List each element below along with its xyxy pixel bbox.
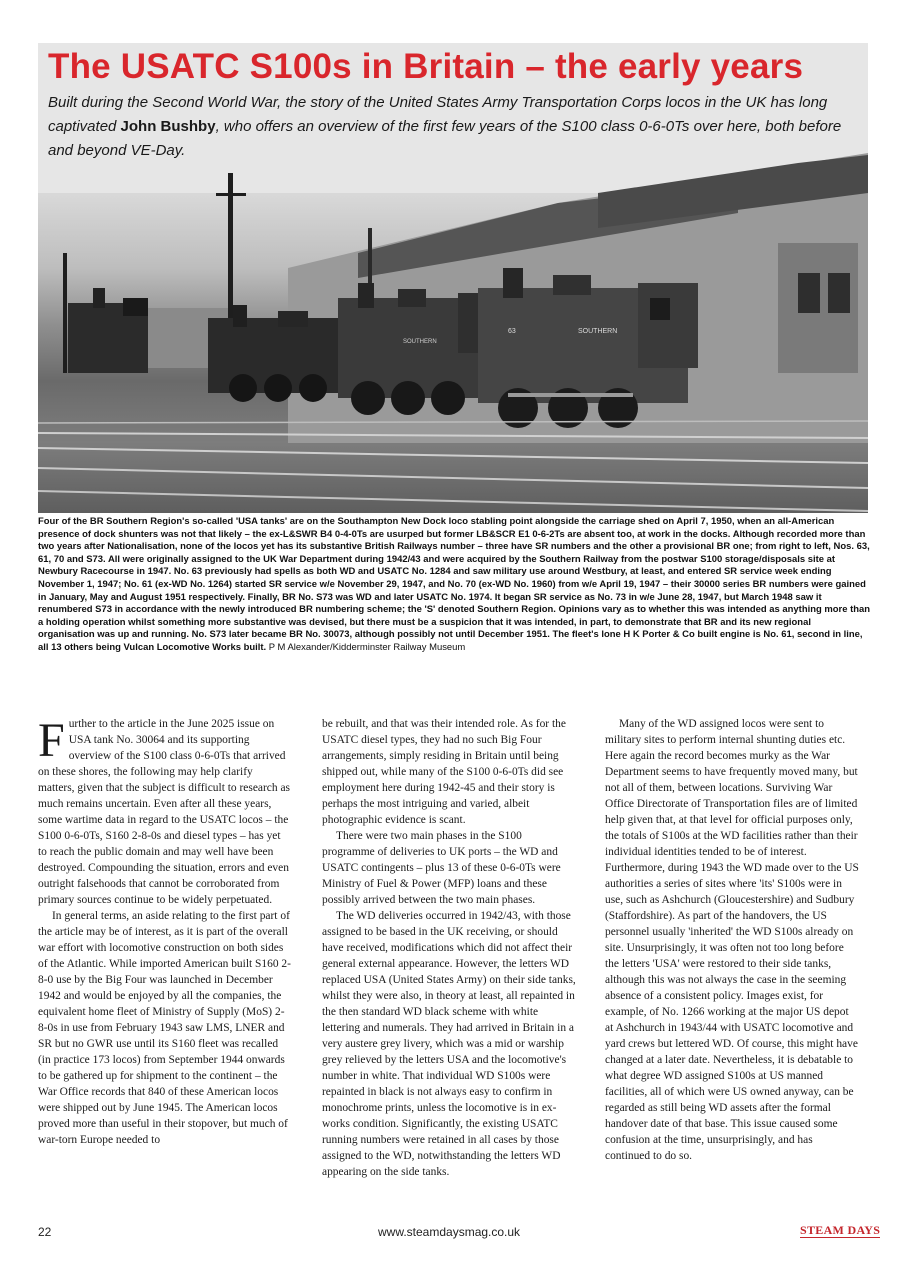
body-paragraph: The WD deliveries occurred in 1942/43, with those assigned to be based in the UK receiving, or should have received, modifications which did not affect their general external appearance. However, the letters WD replaced USA (United States Army) on their side tanks, whilst they were also, in theory at least, all repainted in the then standard WD black scheme with white lettering and numerals. They had arrived in Britain in a very austere grey livery, which was a mid or warship grey relieved by the letters USA and the locomotive's number in white. That individual WD S100s were repainted in black is not always easy to confirm in monochrome prints, unless the locomotive is in ex-works condition. Significantly, the existing USATC running numbers were retained in all cases by those assigned to the WD, notwithstanding the letters WD appearing on the side tanks. [322, 910, 576, 1178]
locomotive-s73 [68, 288, 148, 373]
lamp-post [368, 228, 372, 288]
drop-cap: F [38, 714, 65, 767]
smokebox-number: 63 [508, 328, 516, 335]
body-paragraph [38, 716, 292, 908]
body-paragraph: be rebuilt, and that was their intended role. As for the USATC diesel types, they had no such Big Four arrangements, simply residing in Britain until being shipped out, while many of the S100 0-6-0Ts did see employment here during 1942-45 and their story is perhaps the most intriguing and varied, albeit photographic evidence is scant. [322, 718, 566, 826]
tank-lettering: SOUTHERN [578, 328, 618, 335]
lamp-arm [216, 193, 246, 196]
shed-window [798, 273, 820, 313]
website-url[interactable]: www.steamdaysmag.co.uk [378, 1225, 521, 1239]
paragraph-text: urther to the article in the June 2025 issue on USA tank No. 30064 and its supporting overview of the S100 class 0-6-0Ts that arrived on these shores, the following may help clarify matters, given that the subject is difficult to research as much remains uncertain. Even after all these years, some wartime data in regard to the USATC locos – the S100 0-6-0Ts, S160 2-8-0s and diesel types – has yet to reach the public domain and may well have been destroyed. Compounding the situation, errors and even outright falsehoods that cannot be corroborated from primary sources continue to be widely perpetuated. [38, 718, 290, 906]
caption-text: Four of the BR Southern Region's so-called 'USA tanks' are on the Southampton New Dock loco stabling point alongside the carriage shed on April 7, 1950, when an all-American presence of dock shunters was not that likely – the ex-L&SWR B4 0-4-0Ts are usurped but former LB&SCR E1 0-6-2Ts are absent too, at work in the docks. Although recorded more than two years after Nationalisation, none of the locos yet has its substantive British Railways number – three have SR numbers and the other a provisional BR one; from right to left, Nos. 63, 61, 70 and S73. All were originally assigned to the UK War Department during 1942/43 and were acquired by the Southern Railway from the postwar S100 storage/disposals site at Newbury Racecourse in 1947. No. 63 previously had spells as both WD and USATC No. 1284 and saw military use around Westbury, at least, and entered SR service week ending November 1, 1947; No. 61 (ex-WD No. 1264) started SR service w/e November 29, 1947, and No. 70 (ex-WD No. 1960) from w/e April 19, 1947 – their 30000 series BR numbers were gained in January, May and August 1951 respectively. Finally, BR No. S73 was WD and later USATC No. 1974. It began SR service as No. 73 in w/e June 28, 1947, but March 1948 saw it renumbered S73 in accordance with the newly introduced BR numbering scheme; the 'S' denoted Southern Region. Opinions vary as to whether this was intended as anything more than a holding operation whilst something more substantive was devised, but there must be a suspicion that it was intended, in part, to demonstrate that BR and its new regional organisation was up and running. No. S73 later became BR No. 30073, although possibly not until December 1951. The fleet's lone H K Porter & Co built engine is No. 61, second in line, all 13 others being Vulcan Locomotive Works built. [38, 516, 870, 653]
shed-window [828, 273, 850, 313]
body-column-1 [38, 716, 292, 1148]
article-headline: The USATC S100s in Britain – the early years [48, 47, 804, 86]
article-standfirst [48, 91, 848, 163]
lead-photograph [38, 43, 868, 513]
body-paragraph: Many of the WD assigned locos were sent to military sites to perform internal shunting duties etc. Here again the record becomes murky as the War Department seems to have frequently moved many, but not all of them, between locations. Surviving War Office Directorate of Transportation files are of limited help given that, at that level for official purposes only, the totals of S100s at the WD facilities rather than their individual identities tended to be of interest. Furthermore, during 1943 the WD made over to the US authorities a series of sites where 'its' S100s were in use, such as Ashchurch (Gloucestershire) and Sudbury (Staffordshire). As part of the handovers, the US personnel usually 'inherited' the WD S100s already on site. Unsurprisingly, it was often not too long before the letters 'USA' were restored to their side tanks, although this was not always the case in the seeming absence of a consistent policy. Images exist, for example, of No. 1266 working at the major US depot at Ashchurch in 1943/44 with USATC locomotive and yard crews but lettered WD. Of course, this might have changed at a later date. Nevertheless, it is debatable to what degree WD assigned S100s at US manned facilities, all of which were US owned anyway, can be regarded as still being WD assets after the formal handover date of that base. This issue caused some confusion at the time, unsurprisingly, and has continued to do so. [605, 718, 859, 1162]
page-number: 22 [38, 1225, 52, 1239]
magazine-logo: STEAM DAYS [800, 1223, 881, 1237]
body-column-3 [605, 716, 859, 1164]
locomotive-70 [208, 305, 358, 402]
photo-credit: P M Alexander/Kidderminster Railway Museum [268, 641, 466, 653]
standfirst-text: Built during the Second World War, the story of the United States Army Transportation Corps locos in the UK has long captivated [48, 94, 828, 135]
photo-caption [38, 516, 870, 655]
locomotive-61 [338, 283, 498, 415]
body-paragraph: In general terms, an aside relating to the first part of the article may be of interest, as it is part of the overall war effort with locomotive construction on both sides of the Atlantic. While imported American built S160 2-8-0 use by the Big Four was launched in December 1942 and would be enjoyed by all the companies, the equivalent home fleet of Ministry of Supply (MoS) 2-8-0s in use from February 1943 saw LMS, LNER and SR but no GWR use until its S160 fleet was recalled (in practice 173 locos) from September 1944 onwards to be gathered up for shipment to the continent – the War Office records that 840 of these American locos were shipped out by June 1945. The American locos proved more than useful in their stopover, but much of war-torn Europe needed to [38, 910, 291, 1146]
standfirst-text: , who offers an overview of the first few years of the S100 class 0-6-0Ts over here, both before and beyond VE-Day. [48, 118, 842, 159]
body-paragraph: There were two main phases in the S100 programme of deliveries to UK ports – the WD and USATC contingents – plus 13 of these 0-6-0Ts were Ministry of Fuel & Power (MFP) loans and these possibly arrived between the two main phases. [322, 830, 561, 906]
lamp-post [63, 253, 67, 373]
author-name: John Bushby [120, 118, 216, 135]
tank-lettering: SOUTHERN [403, 339, 437, 345]
body-column-2 [322, 716, 576, 1180]
